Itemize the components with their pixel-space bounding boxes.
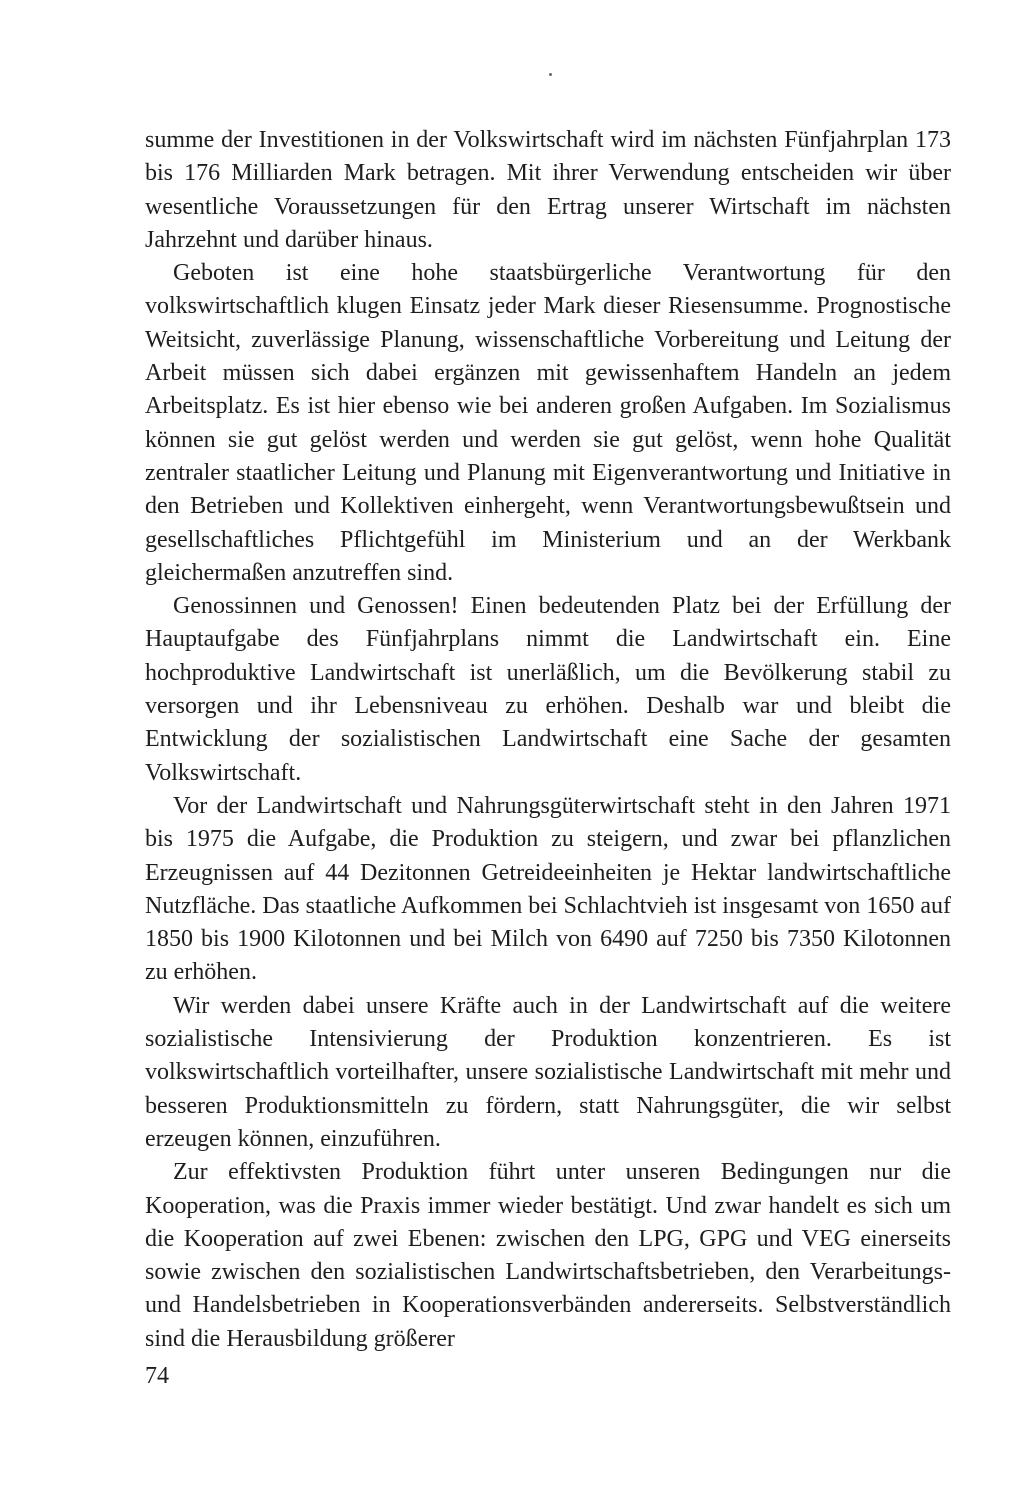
body-text: [145, 124, 951, 1356]
scan-speck: [549, 73, 552, 76]
page-number: 74: [145, 1363, 169, 1389]
paragraph-6: Zur effektivsten Produktion führt unter unseren Bedingungen nur die Kooperation, was die Praxis immer wieder bestätigt. Und zwar handelt es sich um die Kooperation auf zwei Ebenen: zwischen den LPG, GPG und VEG einerseits sowie zwischen den sozialistischen Landwirtschaftsbetrieben, den Verarbeitungs- und Handelsbetrieben in Kooperationsverbänden andererseits. Selbstverständlich sind die Herausbildung größerer: [145, 1159, 951, 1352]
paragraph-5: Wir werden dabei unsere Kräfte auch in der Landwirtschaft auf die weitere sozialistische Intensivierung der Produktion konzentrieren. Es ist volkswirtschaftlich vorteilhafter, unsere sozialistische Landwirtschaft mit mehr und besseren Produktionsmitteln zu fördern, statt Nahrungsgüter, die wir selbst erzeugen können, einzuführen.: [145, 992, 951, 1152]
paragraph-1: summe der Investitionen in der Volkswirtschaft wird im nächsten Fünfjahrplan 173 bis 176 Milliarden Mark betragen. Mit ihrer Verwendung entscheiden wir über wesentliche Voraussetzungen für den Ertrag unserer Wirtschaft im nächsten Jahrzehnt und darüber hinaus.: [145, 127, 951, 253]
paragraph-2: Geboten ist eine hohe staatsbürgerliche Verantwortung für den volkswirtschaftlich klugen Einsatz jeder Mark dieser Riesensumme. Prognostische Weitsicht, zuverlässige Planung, wissenschaftliche Vorbereitung und Leitung der Arbeit müssen sich dabei ergänzen mit gewissenhaftem Handeln an jedem Arbeitsplatz. Es ist hier ebenso wie bei anderen großen Aufgaben. Im Sozialismus können sie gut gelöst werden und werden sie gut gelöst, wenn hohe Qualität zentraler staatlicher Leitung und Planung mit Eigenverantwortung und Initiative in den Betrieben und Kollektiven einhergeht, wenn Verantwortungsbewußtsein und gesellschaftliches Pflichtgefühl im Ministerium und an der Werkbank gleichermaßen anzutreffen sind.: [145, 260, 951, 586]
paragraph-3: Genossinnen und Genossen! Einen bedeutenden Platz bei der Erfüllung der Hauptaufgabe des Fünfjahrplans nimmt die Landwirtschaft ein. Eine hochproduktive Landwirtschaft ist unerläßlich, um die Bevölkerung stabil zu versorgen und ihr Lebensniveau zu erhöhen. Deshalb war und bleibt die Entwicklung der sozialistischen Landwirtschaft eine Sache der gesamten Volkswirtschaft.: [145, 593, 951, 786]
paragraph-4: Vor der Landwirtschaft und Nahrungsgüterwirtschaft steht in den Jahren 1971 bis 1975 die Aufgabe, die Produktion zu steigern, und zwar bei pflanzlichen Erzeugnissen auf 44 Dezitonnen Getreideeinheiten je Hektar landwirtschaftliche Nutzfläche. Das staatliche Aufkommen bei Schlachtvieh ist insgesamt von 1650 auf 1850 bis 1900 Kilotonnen und bei Milch von 6490 auf 7250 bis 7350 Kilotonnen zu erhöhen.: [145, 792, 951, 986]
